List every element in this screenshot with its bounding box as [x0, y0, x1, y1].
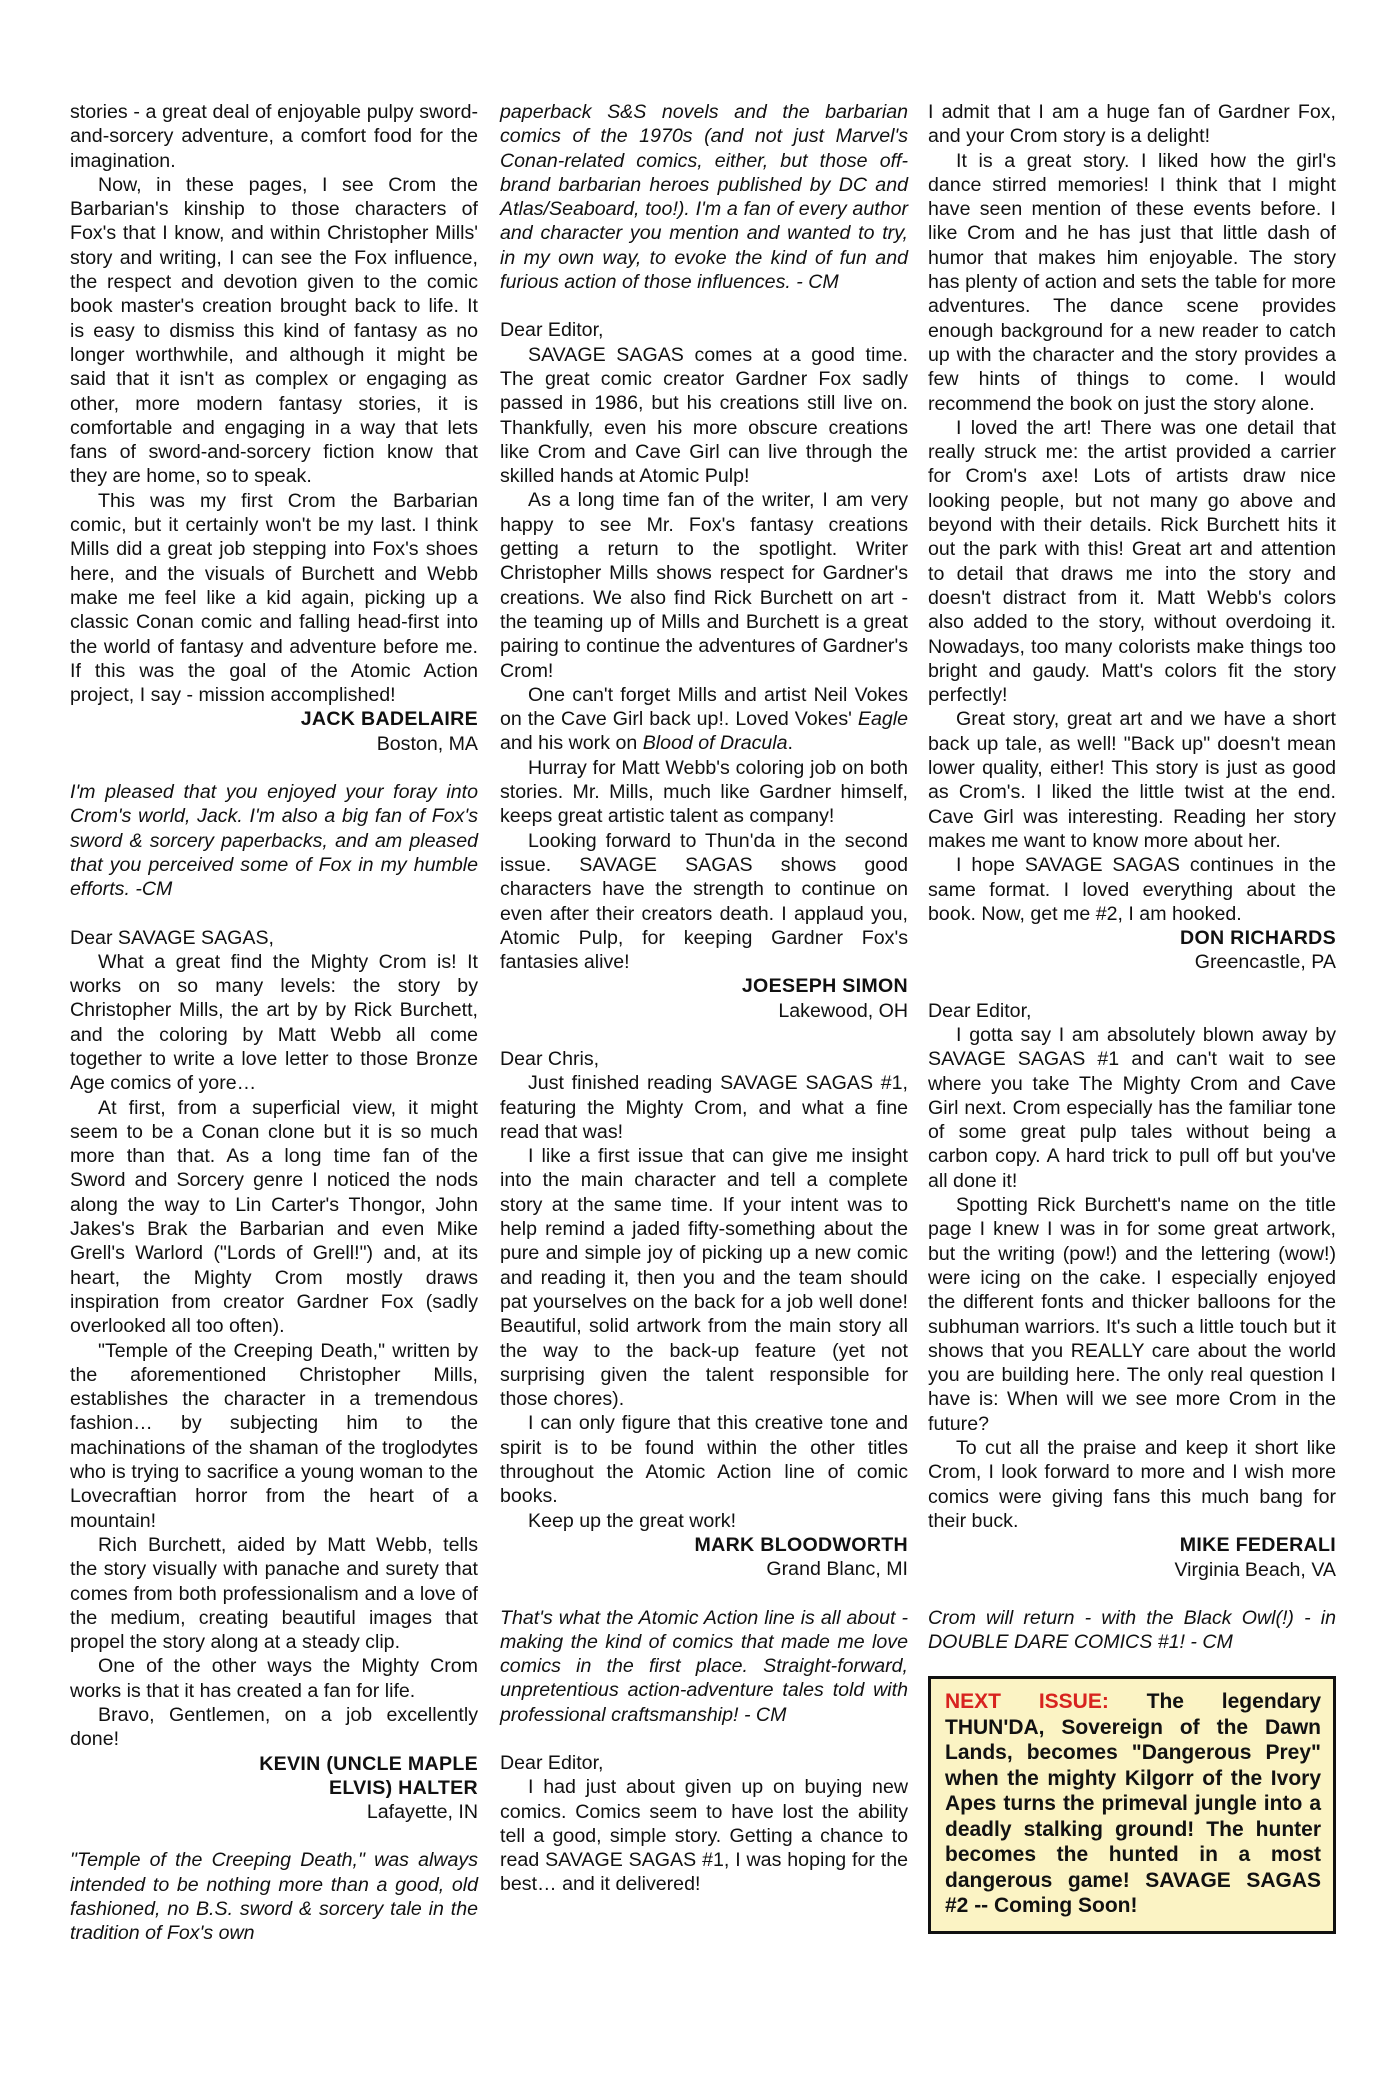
editor-reply: I'm pleased that you enjoyed your foray into Crom's world, Jack. I'm also a big fan of Fox's sword & sorcery paperbacks, and am pleased that you perceived some of Fox in my humble efforts. -CM: [70, 781, 478, 901]
letter-greeting: Dear SAVAGE SAGAS,: [70, 926, 274, 949]
letter-paragraph: I hope SAVAGE SAGAS continues in the same format. I loved everything about the book. Now, get me #2, I am hooked.: [928, 854, 1336, 925]
letter-paragraph: I had just about given up on buying new comics. Comics seem to have lost the ability tell a good, simple story. Getting a chance to read SAVAGE SAGAS #1, I was hoping for the best… and it delivered!: [500, 1776, 908, 1896]
signature-location: Boston, MA: [376, 732, 478, 755]
signature-location: Grand Blanc, MI: [766, 1558, 908, 1581]
signature-mark-bloodworth: [500, 1533, 908, 1582]
letter-paragraph: To cut all the praise and keep it short like Crom, I look forward to more and I wish more comics were giving fans this much bang for their buck.: [928, 1437, 1336, 1532]
letter-paragraph: SAVAGE SAGAS comes at a good time. The great comic creator Gardner Fox sadly passed in 1986, but his creations still live on. Thankfully, even his more obscure creations like Crom and Cave Girl can live through the skilled hands at Atomic Pulp!: [500, 343, 908, 488]
signature-name: KEVIN (UNCLE MAPLE: [259, 1752, 478, 1775]
editor-reply: Crom will return - with the Black Owl(!) - in DOUBLE DARE COMICS #1! - CM: [928, 1606, 1336, 1654]
column-2: [500, 100, 908, 1897]
column-3: [928, 100, 1336, 1934]
letter-greeting: Dear Editor,: [928, 999, 1032, 1022]
letter-paragraph: Rich Burchett, aided by Matt Webb, tells the story visually with panache and surety that comes from both professionalism and a love of the medium, creating beautiful images that propel the story along at a steady clip.: [70, 1533, 478, 1654]
signature-location: Virginia Beach, VA: [1174, 1558, 1336, 1581]
column-1: [70, 100, 478, 1946]
title-blood-of-dracula: Blood of Dracula: [642, 732, 788, 755]
signature-name: MARK BLOODWORTH: [694, 1533, 908, 1556]
letter-paragraph: Bravo, Gentlemen, on a job excellently done!: [70, 1704, 478, 1751]
signature-name: JACK BADELAIRE: [300, 708, 478, 731]
text-run: .: [787, 732, 793, 755]
letter-paragraph: Hurray for Matt Webb's coloring job on both stories. Mr. Mills, much like Gardner himself, keeps great artistic talent as company!: [500, 756, 908, 828]
next-issue-box: [928, 1676, 1336, 1934]
letter-paragraph: Now, in these pages, I see Crom the Barbarian's kinship to those characters of Fox's that I know, and within Christopher Mills' story and writing, I can see the Fox influence, the respect and devotion given to the comic book master's creation brought back to life. It is easy to dismiss this kind of fantasy as no longer worthwhile, and although it might be said that it isn't as complex or engaging as other, more modern fantasy stories, it is comfortable and engaging in a way that lets fans of sword-and-sorcery fiction know that they are home, so to speak.: [70, 173, 478, 488]
letter-paragraph: Keep up the great work!: [528, 1509, 737, 1532]
signature-name: DON RICHARDS: [1180, 927, 1336, 950]
letter-paragraph: One of the other ways the Mighty Crom works is that it has created a fan for life.: [70, 1655, 478, 1702]
letter-paragraph: It is a great story. I liked how the girl's dance stirred memories! I think that I might have seen mention of these events before. I like Crom and he has just that little dash of humor that makes him enjoyable. The story has plenty of action and sets the table for more adventures. The dance scene provides enough background for a new reader to catch up with the character and the story provides a few hints of things to come. I would recommend the book on just the story alone.: [928, 149, 1336, 415]
letter-paragraph: I can only figure that this creative tone and spirit is to be found within the other titles throughout the Atomic Action line of comic books.: [500, 1412, 908, 1508]
letter-paragraph: Just finished reading SAVAGE SAGAS #1, featuring the Mighty Crom, and what a fine read that was!: [500, 1072, 908, 1143]
letter-greeting: Dear Editor,: [500, 1752, 604, 1774]
signature-mike-federali: [928, 1533, 1336, 1582]
letter-paragraph: Great story, great art and we have a short back up tale, as well! "Back up" doesn't mean lower quality, either! This story is just as good as Crom's. I liked the little twist at the end. Cave Girl was interesting. Reading her story makes me want to know more about her.: [928, 708, 1336, 852]
text-run: and his work on: [500, 732, 643, 755]
letter-paragraph: Looking forward to Thun'da in the second issue. SAVAGE SAGAS shows good characters have the strength to continue on even after their creators death. I applaud you, Atomic Pulp, for keeping Gardner Fox's fantasies alive!: [500, 829, 908, 974]
letter-paragraph: I loved the art! There was one detail that really struck me: the artist provided a carrier for Crom's axe! Lots of artists draw nice looking people, but not many go above and beyond with their details. Rick Burchett hits it out the park with this! Great art and attention to detail that draws me into the story and doesn't distract from it. Matt Webb's colors also added to the story, without overdoing it. Nowadays, too many colorists make things too bright and gaudy. Matt's colors fit the story perfectly!: [928, 416, 1336, 707]
letter-paragraph: I gotta say I am absolutely blown away by SAVAGE SAGAS #1 and can't wait to see where you take The Mighty Crom and Cave Girl next. Crom especially has the familiar tone of some great pulp tales without being a carbon copy. A hard trick to pull off but you've all done it!: [928, 1023, 1336, 1192]
letter-paragraph: What a great find the Mighty Crom is! It works on so many levels: the story by Christopher Mills, the art by by Rick Burchett, and the coloring by Matt Webb all come together to write a love letter to those Bronze Age comics of yore…: [70, 950, 478, 1095]
signature-location: Greencastle, PA: [1194, 951, 1336, 974]
signature-don-richards: [928, 926, 1336, 975]
signature-name: JOESEPH SIMON: [741, 975, 908, 998]
letter-paragraph: As a long time fan of the writer, I am very happy to see Mr. Fox's fantasy creations getting a return to the spotlight. Writer Christopher Mills shows respect for Gardner's creations. We also find Rick Burchett on art - the teaming up of Mills and Burchett is a great pairing to continue the adventures of Gardner's Crom!: [500, 489, 908, 682]
editor-reply: That's what the Atomic Action line is all about - making the kind of comics that made me love comics in the first place. Straight-forward, unpretentious action-adventure tales told with professional craftsmanship! - CM: [500, 1606, 908, 1726]
next-issue-label: NEXT ISSUE:: [945, 1690, 1109, 1714]
letter-paragraph: At first, from a superficial view, it might seem to be a Conan clone but it is so much more than that. As a long time fan of the Sword and Sorcery genre I noticed the nods along the way to Lin Carter's Thongor, John Jakes's Brak the Barbarian and even Mike Grell's Warlord ("Lords of Grell!") and, at its heart, the Mighty Crom mostly draws inspiration from creator Gardner Fox (sadly overlooked all too often).: [70, 1096, 478, 1338]
letter-greeting: Dear Editor,: [500, 319, 604, 342]
signature-jack-badelaire: [70, 707, 478, 756]
signature-location: Lafayette, IN: [366, 1801, 478, 1824]
title-eagle: Eagle: [857, 708, 908, 731]
letter-paragraph: I admit that I am a huge fan of Gardner Fox, and your Crom story is a delight!: [928, 101, 1336, 148]
next-issue-text: The legendary THUN'DA, Sovereign of the Dawn Lands, becomes "Dangerous Prey" when the mighty Kilgorr of the Ivory Apes turns the primeval jungle into a deadly stalking ground! The hunter becomes the hunted in a most dangerous game! SAVAGE SAGAS #2 -- Coming Soon!: [945, 1690, 1322, 1918]
letter-paragraph: stories - a great deal of enjoyable pulpy sword-and-sorcery adventure, a comfort food for the imagination.: [70, 101, 478, 172]
signature-name: ELVIS) HALTER: [328, 1776, 478, 1799]
text-run: One can't forget Mills and artist Neil Vokes on the Cave Girl back up!. Loved Vokes': [500, 683, 908, 731]
letter-paragraph: "Temple of the Creeping Death," written by the aforementioned Christopher Mills, establishes the character in a tremendous fashion… by subjecting him to the machinations of the shaman of the troglodytes who is trying to sacrifice a young woman to the Lovecraftian horror from the heart of a mountain!: [70, 1339, 478, 1532]
signature-location: Lakewood, OH: [778, 999, 908, 1022]
letter-paragraph: I like a first issue that can give me insight into the main character and tell a complete story at the same time. If your intent was to help remind a jaded fifty-something about the pure and simple joy of picking up a new comic and reading it, then you and the team should pat yourselves on the back for a job well done! Beautiful, solid artwork from the main story all the way to the back-up feature (yet not surprising given the talent responsible for those chores).: [500, 1145, 908, 1411]
letter-greeting: Dear Chris,: [500, 1047, 600, 1070]
signature-kevin-halter: [70, 1752, 478, 1825]
signature-name: MIKE FEDERALI: [1179, 1534, 1336, 1557]
letter-paragraph: Spotting Rick Burchett's name on the title page I knew I was in for some great artwork, but the writing (pow!) and the lettering (wow!) were icing on the cake. I especially enjoyed the different fonts and thicker balloons for the subhuman warriors. It's such a little touch but it shows that you REALLY care about the world you are building here. The only real question I have is: When will we see more Crom in the future?: [928, 1194, 1336, 1435]
editor-reply: paperback S&S novels and the barbarian comics of the 1970s (and not just Marvel's Conan-related comics, either, but those off-brand barbarian heroes published by DC and Atlas/Seaboard, too!). I'm a fan of every author and character you mention and wanted to try, in my own way, to evoke the kind of fun and furious action of those influences. - CM: [500, 101, 908, 294]
letter-paragraph: [500, 683, 908, 756]
signature-joeseph-simon: [500, 974, 908, 1023]
letter-paragraph: This was my first Crom the Barbarian comic, but it certainly won't be my last. I think Mills did a great job stepping into Fox's shoes here, and the visuals of Burchett and Webb make me feel like a kid again, picking up a classic Conan comic and falling head-first into the world of fantasy and adventure before me. If this was the goal of the Atomic Action project, I say - mission accomplished!: [70, 489, 478, 707]
editor-reply: "Temple of the Creeping Death," was always intended to be nothing more than a good, old fashioned, no B.S. sword & sorcery tale in the tradition of Fox's own: [70, 1849, 478, 1945]
